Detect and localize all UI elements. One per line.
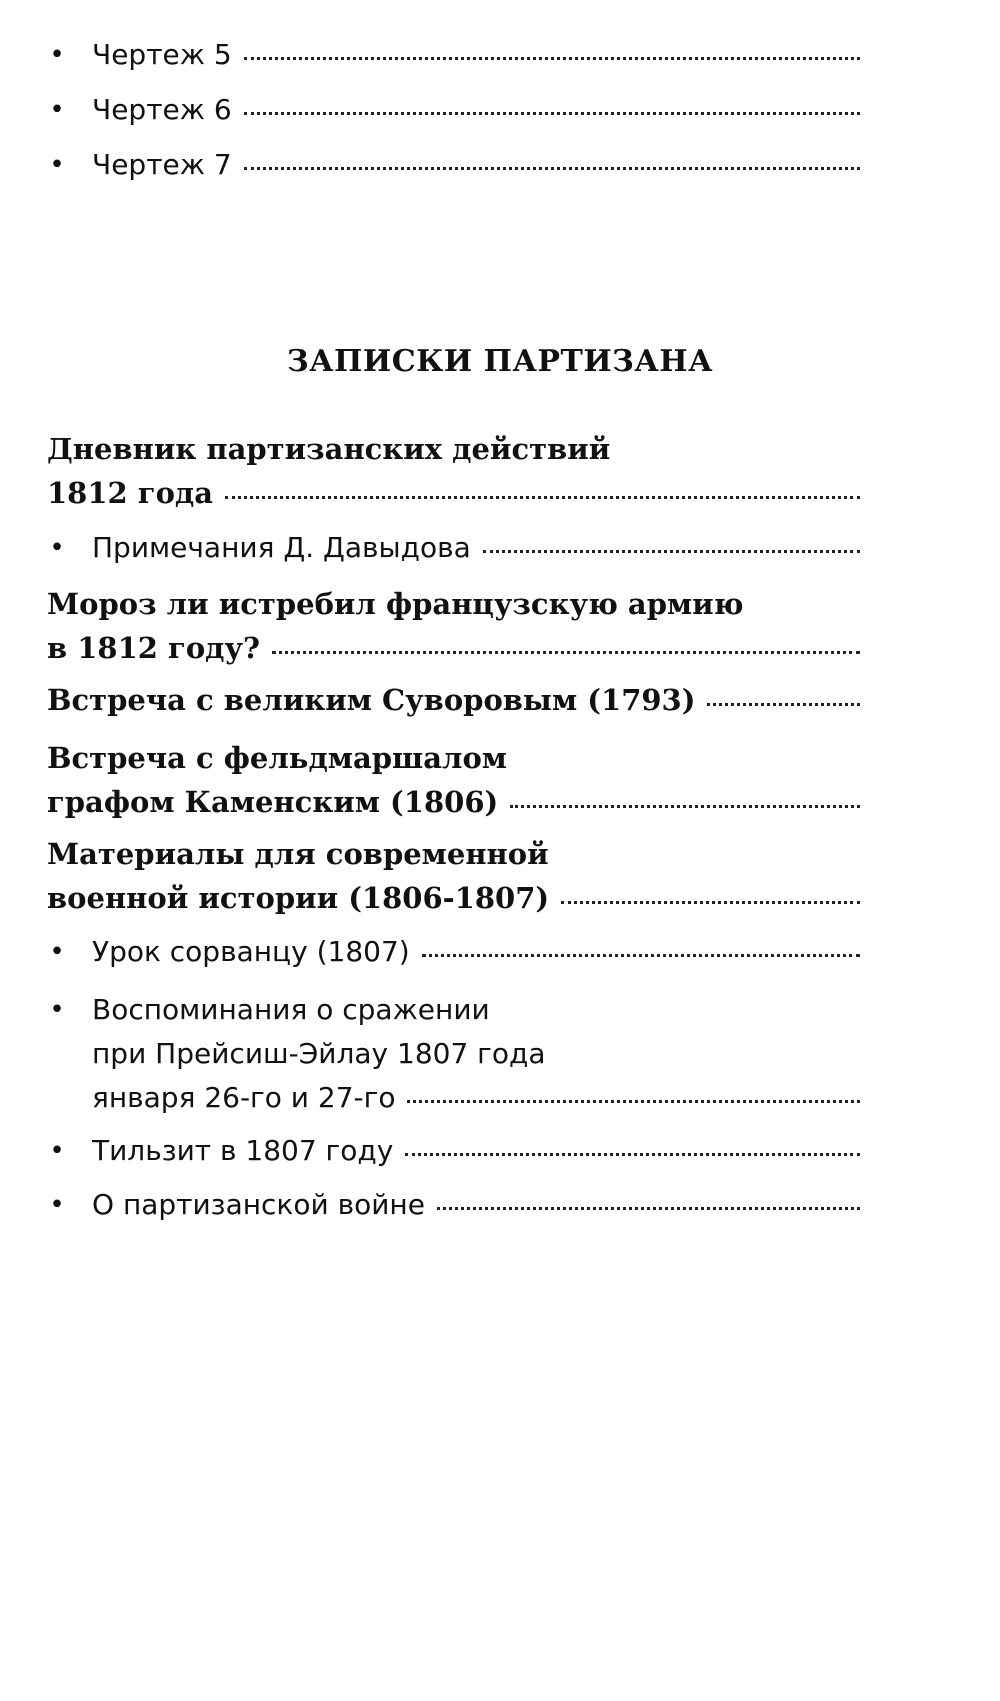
toc-item-label-line2: 1812 года xyxy=(47,476,214,510)
toc-item-drawing-6[interactable] xyxy=(49,88,860,132)
toc-item-label-line3: января 26-го и 27-го xyxy=(92,1081,396,1114)
dot-leader xyxy=(422,954,860,957)
toc-item-kamensky[interactable] xyxy=(47,736,860,824)
dot-leader xyxy=(244,112,860,115)
dot-leader xyxy=(405,1153,860,1156)
toc-item-label-line1: Дневник партизанских действий xyxy=(47,432,611,466)
bullet-icon: • xyxy=(49,95,65,125)
dot-leader xyxy=(272,651,860,654)
bullet-icon: • xyxy=(49,1136,65,1166)
toc-item-label-line2: военной истории (1806-1807) xyxy=(47,881,550,915)
toc-item-label: Чертеж 6 xyxy=(92,93,232,126)
bullet-icon: • xyxy=(49,1190,65,1220)
section-title: ЗАПИСКИ ПАРТИЗАНА xyxy=(286,344,714,379)
toc-item-label: Чертеж 7 xyxy=(92,148,232,181)
bullet-icon: • xyxy=(49,533,65,563)
toc-item-label: Встреча с великим Суворовым (1793) xyxy=(47,683,696,717)
toc-item-label: Урок сорванцу (1807) xyxy=(92,935,410,968)
dot-leader xyxy=(437,1207,860,1210)
toc-item-label-line1: Мороз ли истребил французскую армию xyxy=(47,587,744,621)
toc-item-lesson[interactable] xyxy=(49,930,860,974)
toc-item-tilsit[interactable] xyxy=(49,1129,860,1173)
toc-item-label-line2: при Прейсиш-Эйлау 1807 года xyxy=(92,1037,546,1070)
dot-leader xyxy=(225,496,860,499)
toc-item-eylau[interactable] xyxy=(49,988,860,1120)
bullet-icon: • xyxy=(49,150,65,180)
bullet-icon: • xyxy=(49,937,65,967)
toc-item-diary[interactable] xyxy=(47,427,860,515)
toc-item-label-line2: в 1812 году? xyxy=(47,631,261,665)
toc-item-drawing-7[interactable] xyxy=(49,143,860,187)
toc-item-notes[interactable] xyxy=(49,526,860,570)
bullet-icon: • xyxy=(49,995,65,1025)
toc-item-label: Чертеж 5 xyxy=(92,38,232,71)
dot-leader xyxy=(510,805,860,808)
dot-leader xyxy=(561,901,860,904)
dot-leader xyxy=(483,550,860,553)
dot-leader xyxy=(244,57,860,60)
toc-item-label-line1: Воспоминания о сражении xyxy=(92,993,490,1026)
toc-item-label-line1: Материалы для современной xyxy=(47,837,549,871)
bullet-icon: • xyxy=(49,40,65,70)
toc-item-drawing-5[interactable] xyxy=(49,33,860,77)
dot-leader xyxy=(407,1100,860,1103)
toc-item-label: Тильзит в 1807 году xyxy=(92,1134,394,1167)
dot-leader xyxy=(707,703,860,706)
toc-item-suvorov[interactable] xyxy=(47,678,860,722)
toc-item-partisan-war[interactable] xyxy=(49,1183,860,1227)
toc-item-label: О партизанской войне xyxy=(92,1188,425,1221)
toc-item-label-line1: Встреча с фельдмаршалом xyxy=(47,741,507,775)
toc-item-label: Примечания Д. Давыдова xyxy=(92,531,471,564)
toc-item-materials[interactable] xyxy=(47,832,860,920)
toc-item-label-line2: графом Каменским (1806) xyxy=(47,785,499,819)
dot-leader xyxy=(244,167,860,170)
toc-item-frost[interactable] xyxy=(47,582,860,670)
